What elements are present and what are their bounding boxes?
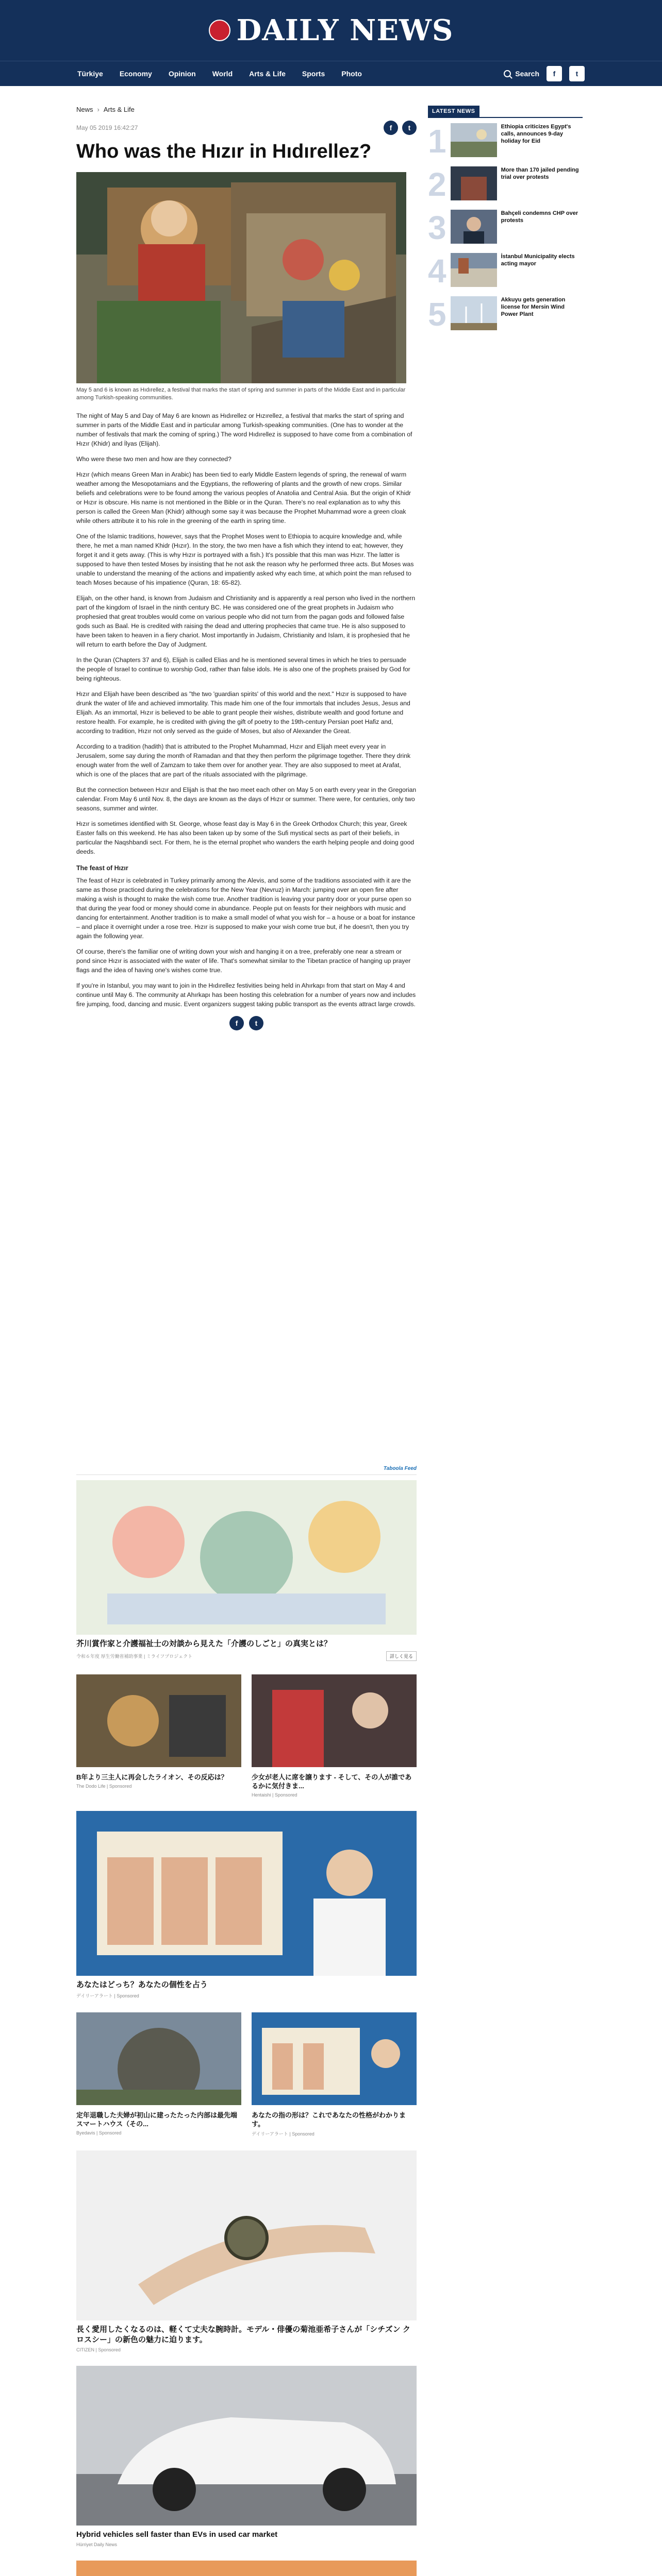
- ad-card[interactable]: [76, 2366, 417, 2547]
- ad-card[interactable]: [76, 2561, 417, 2576]
- article-paragraph: The feast of Hızır is celebrated in Turkey primarily among the Alevis, and some of the traditions associated with it are the same as those practiced during the celebrations for the New Year (Nevruz) in March: jumping over an open fire after making a wish is thought to make the wish come true. Another tradition is leaving your pantry door or your purse open so that during the year food or money should come in abundance. People put on feasts for their neighbors with music and dancing for entertainment. Another tradition is to make a small model of what you wish for – a house or a boat for instance – and place it overnight under a rose tree. Hızır is supposed to make your wish come true but, if he doesn't, then you try again the following year.: [76, 877, 416, 940]
- breadcrumb-separator: ›: [97, 106, 100, 113]
- nav-arts-life[interactable]: Arts & Life: [249, 70, 286, 78]
- ad-image: [76, 1674, 241, 1767]
- ad-image: [76, 2012, 241, 2105]
- ad-row: [76, 1674, 417, 1798]
- sponsored-feed: [76, 1466, 417, 2576]
- article-paragraph: One of the Islamic traditions, however, says that the Prophet Moses went to Ethiopia to acquire knowledge and, while there, he met a man named Khidr (Hızır). In the story, the two men have a fish which they intend to eat; however, they forget it and it gets away. (This is why Hızır is portrayed with a fish.) It's possible that this man was Hızır. The latter is supposed to have then tested Moses by insisting that he not ask the reason why he performed three acts. But Moses was unable to understand the meaning of the actions and impatiently asked why each time, at which point the man refused to teach Moses because of his impatience (Quran, 18: 65-82).: [76, 533, 414, 586]
- news-rank: 5: [428, 296, 446, 333]
- ad-title: あなたはどっち？あなたの個性を占う: [76, 1980, 208, 1989]
- latest-news-title: LATEST NEWS: [428, 106, 479, 117]
- nav-photo[interactable]: Photo: [341, 70, 362, 78]
- article-paragraph: Hızır and Elijah have been described as "the two 'guardian spirits' of this world and the next." Hızır is supposed to have drunk the water of life and achieved immortality. This made him one of the four immortals that includes Jesus, Jesus and Elijah. As an immortal, Hızır is believed to be able to grant people their wishes, distribute wealth and good fortune and restore health. For example, he is credited with giving the gift of poetry to the 19th-century Persian poet Hafiz and, according to tradition, Hızır not only served as the guide of Moses, but also of Alexander the Great.: [76, 690, 410, 735]
- article-paragraph: But the connection between Hızır and Elijah is that the two meet each other on May 5 on earth every year in the Gregorian calendar. From May 6 until Nov. 8, the days are known as the days of Hızır or summer. There were, for centuries, only two seasons, summer and winter.: [76, 786, 417, 812]
- ad-image: [76, 2150, 417, 2320]
- article-paragraph: Elijah, on the other hand, is known from Judaism and Christianity and is apparently a real person who lived in the northern part of the kingdom of Israel in the ninth century BC. He was considered one of the great prophets in Judaism who prophesied that great troubles would come on various people who did not turn from the pagan gods and followed false gods such as Baal. He is credited with raising the dead and uttering prophecies that came true. He is also supposed to have been taken to heaven in a fiery chariot. Most importantly in Judaism, Christianity and Islam, it is prophesied that he will return to earth before the Day of Judgment.: [76, 595, 416, 648]
- latest-news-divider: [428, 117, 583, 118]
- ad-source: デイリーアラート | Sponsored: [252, 2131, 315, 2137]
- ad-image: [252, 1674, 417, 1767]
- breadcrumb-news[interactable]: News: [76, 106, 93, 113]
- hero-image: [76, 172, 406, 383]
- ad-card[interactable]: [76, 2012, 241, 2137]
- nav-opinion[interactable]: Opinion: [168, 70, 196, 78]
- article-paragraph: If you're in Istanbul, you may want to join in the Hıdırellez festivities being held in Ahırkapı from that start on May 4 and continue until May 6. The community at Ahırkapı has been hosting this celebration for a number of years now and includes fire jumping, food, dancing and music. Event organizers suggest taking public transport as the events attract large crowds.: [76, 982, 416, 1008]
- ad-card[interactable]: [76, 1674, 241, 1798]
- search-button[interactable]: [504, 70, 539, 78]
- article-date: May 05 2019 16:42:27: [76, 124, 138, 131]
- twitter-share-icon[interactable]: t: [402, 121, 417, 135]
- latest-news-item[interactable]: [428, 253, 583, 296]
- ad-source-text: 令和６年度 厚生労働省補助事業 | ミライフプロジェクト: [76, 1654, 193, 1659]
- ad-image: [76, 1811, 417, 1976]
- taboola-label: Taboola Feed: [76, 1466, 417, 1475]
- ad-source: The Dodo Life | Sponsored: [76, 1784, 132, 1789]
- ad-title: Hybrid vehicles sell faster than EVs in used car market: [76, 2530, 278, 2539]
- nav-tools: [504, 66, 585, 81]
- article-subheading: The feast of Hızır: [76, 865, 128, 872]
- news-rank: 1: [428, 123, 446, 160]
- ad-row: [76, 2012, 417, 2137]
- latest-news-item[interactable]: [428, 123, 583, 166]
- ad-title: あなたの指の形は？これであなたの性格がわかります。: [252, 2111, 406, 2128]
- logo-seal-icon: [209, 20, 230, 41]
- ad-source: Hürriyet Daily News: [76, 2542, 118, 2547]
- twitter-share-icon[interactable]: t: [249, 1016, 263, 1030]
- nav-economy[interactable]: Economy: [119, 70, 152, 78]
- latest-news-item[interactable]: [428, 210, 583, 253]
- ad-source: CITIZEN | Sponsored: [76, 2347, 121, 2352]
- ad-card[interactable]: [252, 2012, 417, 2137]
- ad-source: デイリーアラート | Sponsored: [76, 1993, 139, 1998]
- share-buttons-top: [384, 121, 417, 135]
- nav-list: [77, 70, 362, 78]
- article-paragraph: In the Quran (Chapters 37 and 6), Elijah is called Elias and he is mentioned several times in which he tries to persuade the people of Israel to continue to worship God, rather than false idols. He is also one of the prophets praised by God for being righteous.: [76, 656, 410, 682]
- article-paragraph: According to a tradition (hadith) that is attributed to the Prophet Muhammad, Hızır and Elijah meet every year in Jerusalem, some say during the month of Ramadan and that they then perform the pilgrimage together. There they drink enough water from the well of Zamzam to take them over for another year. They are also supposed to meet at Arafat, which is one of the places that are part of the rituals associated with the pilgrimage.: [76, 743, 411, 778]
- search-label: Search: [515, 70, 539, 78]
- latest-news-item[interactable]: [428, 166, 583, 210]
- news-thumbnail: [451, 210, 497, 244]
- ad-title: 芥川賞作家と介護福祉士の対談から見えた「介護のしごと」の真実とは？: [76, 1639, 332, 1648]
- share-buttons-bottom: [76, 1016, 417, 1030]
- ad-image: [76, 1480, 417, 1635]
- ad-card[interactable]: [76, 1480, 417, 1661]
- site-logo[interactable]: [209, 13, 454, 47]
- news-thumbnail: [451, 166, 497, 200]
- ad-image: [76, 2561, 417, 2576]
- ad-card[interactable]: [252, 1674, 417, 1798]
- main-navbar: [0, 61, 662, 86]
- nav-turkiye[interactable]: Türkiye: [77, 70, 103, 78]
- ad-card[interactable]: [76, 1811, 417, 1999]
- ad-image: [76, 2366, 417, 2526]
- ad-source: [76, 1651, 417, 1661]
- ad-title: B年より三主人に再会したライオン、その反応は？: [76, 1773, 228, 1781]
- article-title: Who was the Hızır in Hıdırellez?: [76, 141, 372, 162]
- news-title: Bahçeli condemns CHP over protests: [501, 210, 578, 224]
- ad-title: 定年退職した夫婦が初山に建ったたった内部は最先端スマートハウス（その...: [76, 2111, 238, 2128]
- news-title: İstanbul Municipality elects acting mayor: [501, 253, 575, 267]
- article-paragraph: Of course, there's the familiar one of writing down your wish and hanging it on a tree, preferably one near a stream or pond since Hızır is associated with the water of life. That's somewhat similar to the Tibetan practice of hanging up prayer flags and the idea of having one's wishes come true.: [76, 948, 411, 974]
- ad-title: 長く愛用したくなるのは、軽くて丈夫な腕時計。モデル・俳優の菊池亜希子さんが「シチズン クロスシー」の新色の魅力に迫ります。: [76, 2325, 410, 2344]
- ad-learn-more-button[interactable]: 詳しく見る: [386, 1651, 417, 1661]
- news-thumbnail: [451, 296, 497, 330]
- article-paragraph: Hızır (which means Green Man in Arabic) has been tied to early Middle Eastern legends of spring, the renewal of warm weather among the Mesopotamians and the Egyptians, the reflowering of plants and the growth of new crops. Similar beliefs and celebrations were to be found among the various peoples of Anatolia and Central Asia. But the origin of Khidr or Hızır is obscure. His name is not mentioned in the Bible or in the Quran. There's no real explanation as to why this person is called the Green Man (Khidr) although some say it was because the Prophet Muhammad wore a green cloak while others attribute it to his role in the greening of the earth in spring time.: [76, 471, 411, 524]
- news-title: Akkuyu gets generation license for Mersin Wind Power Plant: [501, 297, 566, 317]
- article: [76, 106, 417, 1041]
- news-thumbnail: [451, 123, 497, 157]
- news-rank: 2: [428, 166, 446, 203]
- site-header: [0, 0, 662, 61]
- hero-caption: May 5 and 6 is known as Hıdırellez, a festival that marks the start of spring and summer in parts of the Middle East and in particular among Turkish-speaking communities.: [76, 387, 406, 401]
- ad-source: Byedavis | Sponsored: [76, 2130, 122, 2136]
- breadcrumb: [76, 106, 417, 113]
- latest-news-item[interactable]: [428, 296, 583, 340]
- article-paragraph: Hızır is sometimes identified with St. George, whose feast day is May 6 in the Greek Orthodox Church; this year, Greek Easter falls on this weekend. He has also been taken up by some of the Sufi mystical sects as part of their beliefs, in particular the Naqshbandi sect. For them, he is the eternal prophet who wanders the earth helping people and doing good deeds.: [76, 820, 415, 855]
- nav-sports[interactable]: Sports: [302, 70, 325, 78]
- facebook-share-icon[interactable]: f: [229, 1016, 244, 1030]
- article-paragraph: Who were these two men and how are they connected?: [76, 455, 231, 463]
- breadcrumb-arts-life[interactable]: Arts & Life: [103, 106, 135, 113]
- ad-card[interactable]: [76, 2150, 417, 2352]
- facebook-share-icon[interactable]: f: [384, 121, 398, 135]
- article-meta: [76, 121, 417, 135]
- twitter-header-icon[interactable]: t: [569, 66, 585, 81]
- news-rank: 4: [428, 252, 446, 290]
- ad-source: Hentaishi | Sponsored: [252, 1792, 297, 1798]
- ad-image: [252, 2012, 417, 2105]
- news-title: More than 170 jailed pending trial over protests: [501, 167, 579, 180]
- nav-world[interactable]: World: [212, 70, 233, 78]
- news-thumbnail: [451, 253, 497, 287]
- ad-title: 少女が老人に席を譲ります - そして、その人が誰であるかに気付きま...: [252, 1773, 412, 1790]
- facebook-header-icon[interactable]: f: [547, 66, 562, 81]
- logo-text: DAILY NEWS: [236, 13, 454, 47]
- article-body: [76, 411, 417, 1009]
- news-rank: 3: [428, 209, 446, 246]
- article-paragraph: The night of May 5 and Day of May 6 are known as Hıdırellez or Hızırellez, a festival that marks the start of spring and summer in parts of the Middle East and in particular among Turkish-speaking communities. (One has to wonder at the number of festivals that mark the coming of spring.) The word Hıdırellez is supposed to have come from a combination of Hızır (Khidr) and İlyas (Elijah).: [76, 412, 412, 447]
- search-icon: [504, 70, 511, 77]
- latest-news-sidebar: [428, 106, 583, 340]
- news-title: Ethiopia criticizes Egypt's calls, announces 9-day holiday for Eid: [501, 124, 571, 144]
